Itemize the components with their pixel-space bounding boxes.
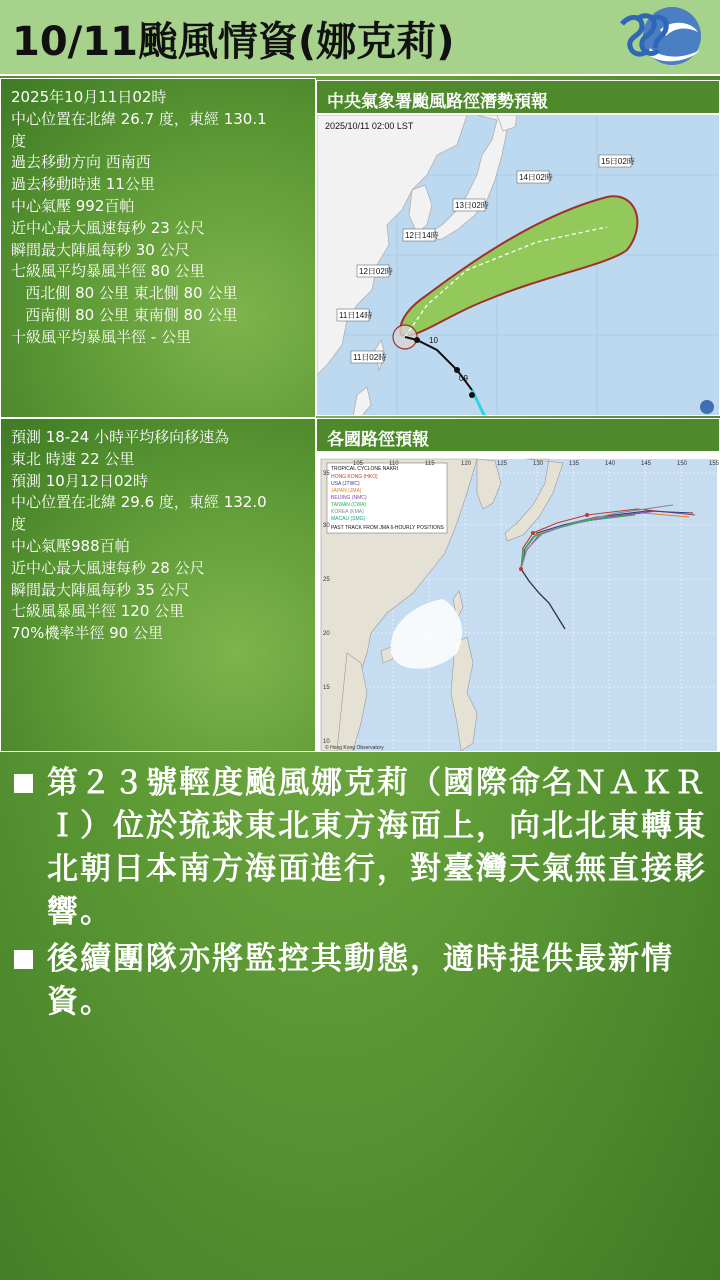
forecast-line: 預測 10月12日02時 <box>11 471 149 490</box>
page-title: 10/11颱風情資(娜克莉) <box>12 19 455 65</box>
track-label: 12日02時 <box>359 267 393 276</box>
track-label: 11日14時 <box>339 311 373 320</box>
lat-label: 25 <box>323 577 330 583</box>
track-label: 13日02時 <box>455 201 489 210</box>
lat-label: 10 <box>323 739 330 745</box>
lon-label: 120 <box>461 461 472 467</box>
legend-entry: MACAU (SMG) <box>331 516 366 522</box>
lon-label: 115 <box>425 461 435 467</box>
status-line: 度 <box>11 131 27 150</box>
track-number: 10 <box>429 336 438 345</box>
status-line: 西南側 80 公里 東南側 80 公里 <box>11 305 238 324</box>
lon-label: 130 <box>533 461 544 467</box>
square-bullet-icon <box>14 774 33 793</box>
summary-bullet <box>14 762 714 934</box>
forecast-line: 東北 時速 22 公里 <box>11 449 135 468</box>
status-line: 近中心最大風速每秒 23 公尺 <box>11 218 205 237</box>
status-line: 2025年10月11日02時 <box>11 88 167 106</box>
legend-entry: BEIJING (NMC) <box>331 495 367 501</box>
cwa-track-map-image <box>317 115 720 416</box>
legend-footnote: PAST TRACK FROM JMA 6-HOURLY POSITIONS <box>331 525 444 531</box>
lat-label: 35 <box>323 471 330 477</box>
lat-label: 30 <box>323 523 330 529</box>
track-label: 14日02時 <box>519 173 553 182</box>
forecast-line: 度 <box>11 515 27 534</box>
track-number: 09 <box>459 374 468 383</box>
status-line: 中心氣壓 992百帕 <box>11 196 135 215</box>
forecast-line: 預測 18-24 小時平均移向移速為 <box>11 428 230 446</box>
status-line: 西北側 80 公里 東北側 80 公里 <box>11 284 238 303</box>
intl-chart-title: TROPICAL CYCLONE NAKRI <box>331 466 399 472</box>
summary-bullet <box>14 938 714 1024</box>
status-line: 過去移動時速 11公里 <box>11 175 155 194</box>
status-line: 中心位置在北緯 26.7 度，東經 130.1 <box>11 109 267 128</box>
cwa-track-title: 中央氣象署颱風路徑潛勢預報 <box>316 80 720 114</box>
header-bar <box>0 0 720 76</box>
legend-entry: USA (JTWC) <box>331 481 360 487</box>
lon-label: 155 <box>709 461 720 467</box>
square-bullet-icon <box>14 950 33 969</box>
lon-label: 140 <box>605 461 616 467</box>
forecast-line: 70%機率半徑 90 公里 <box>11 624 163 643</box>
lon-label: 135 <box>569 461 580 467</box>
intl-track-map <box>316 452 720 752</box>
legend-entry: KOREA (KMA) <box>331 509 364 515</box>
status-line: 七級風平均暴風半徑 80 公里 <box>11 262 205 281</box>
intl-track-title: 各國路徑預報 <box>316 418 720 452</box>
track-label: 11日02時 <box>353 353 387 362</box>
track-label: 15日02時 <box>601 157 635 166</box>
status-line: 瞬間最大陣風每秒 30 公尺 <box>11 240 190 259</box>
bullet-text: 第２３號輕度颱風娜克莉（國際命名ＮＡＫＲＩ）位於琉球東北東方海面上，向北北東轉東北朝日本南方海面進行，對臺灣天氣無直接影響。 <box>47 765 707 930</box>
lon-label: 110 <box>389 461 399 467</box>
status-line: 十級風平均暴風半徑 - 公里 <box>11 327 191 346</box>
lon-label: 125 <box>497 461 508 467</box>
forecast-line: 瞬間最大陣風每秒 35 公尺 <box>11 580 190 599</box>
track-label: 12日14時 <box>405 231 439 240</box>
forecast-line: 中心位置在北緯 29.6 度，東經 132.0 <box>11 493 267 512</box>
cwa-logo-icon <box>620 6 712 68</box>
bullet-text: 後續團隊亦將監控其動態，適時提供最新情資。 <box>47 941 674 1020</box>
status-line: 過去移動方向 西南西 <box>11 153 151 172</box>
current-status-panel <box>0 78 316 418</box>
map-credit: © Hong Kong Observatory <box>325 745 384 751</box>
map-timestamp: 2025/10/11 02:00 LST <box>325 121 414 131</box>
forecast-panel <box>0 418 316 752</box>
cwa-track-map <box>316 114 720 416</box>
lon-label: 145 <box>641 461 652 467</box>
lat-label: 20 <box>323 631 330 637</box>
legend-entry: TAIWAN (CWA) <box>331 502 367 508</box>
legend-entry: JAPAN (JMA) <box>331 488 362 494</box>
lon-label: 105 <box>353 461 364 467</box>
forecast-line: 中心氣壓988百帕 <box>11 536 130 555</box>
summary-bullets <box>14 762 714 1028</box>
lat-label: 15 <box>323 685 330 691</box>
intl-track-map-image <box>317 453 720 752</box>
forecast-line: 七級風暴風半徑 120 公里 <box>11 602 185 621</box>
lon-label: 150 <box>677 461 688 467</box>
forecast-line: 近中心最大風速每秒 28 公尺 <box>11 558 205 577</box>
legend-entry: HONG KONG (HKO) <box>331 474 378 480</box>
